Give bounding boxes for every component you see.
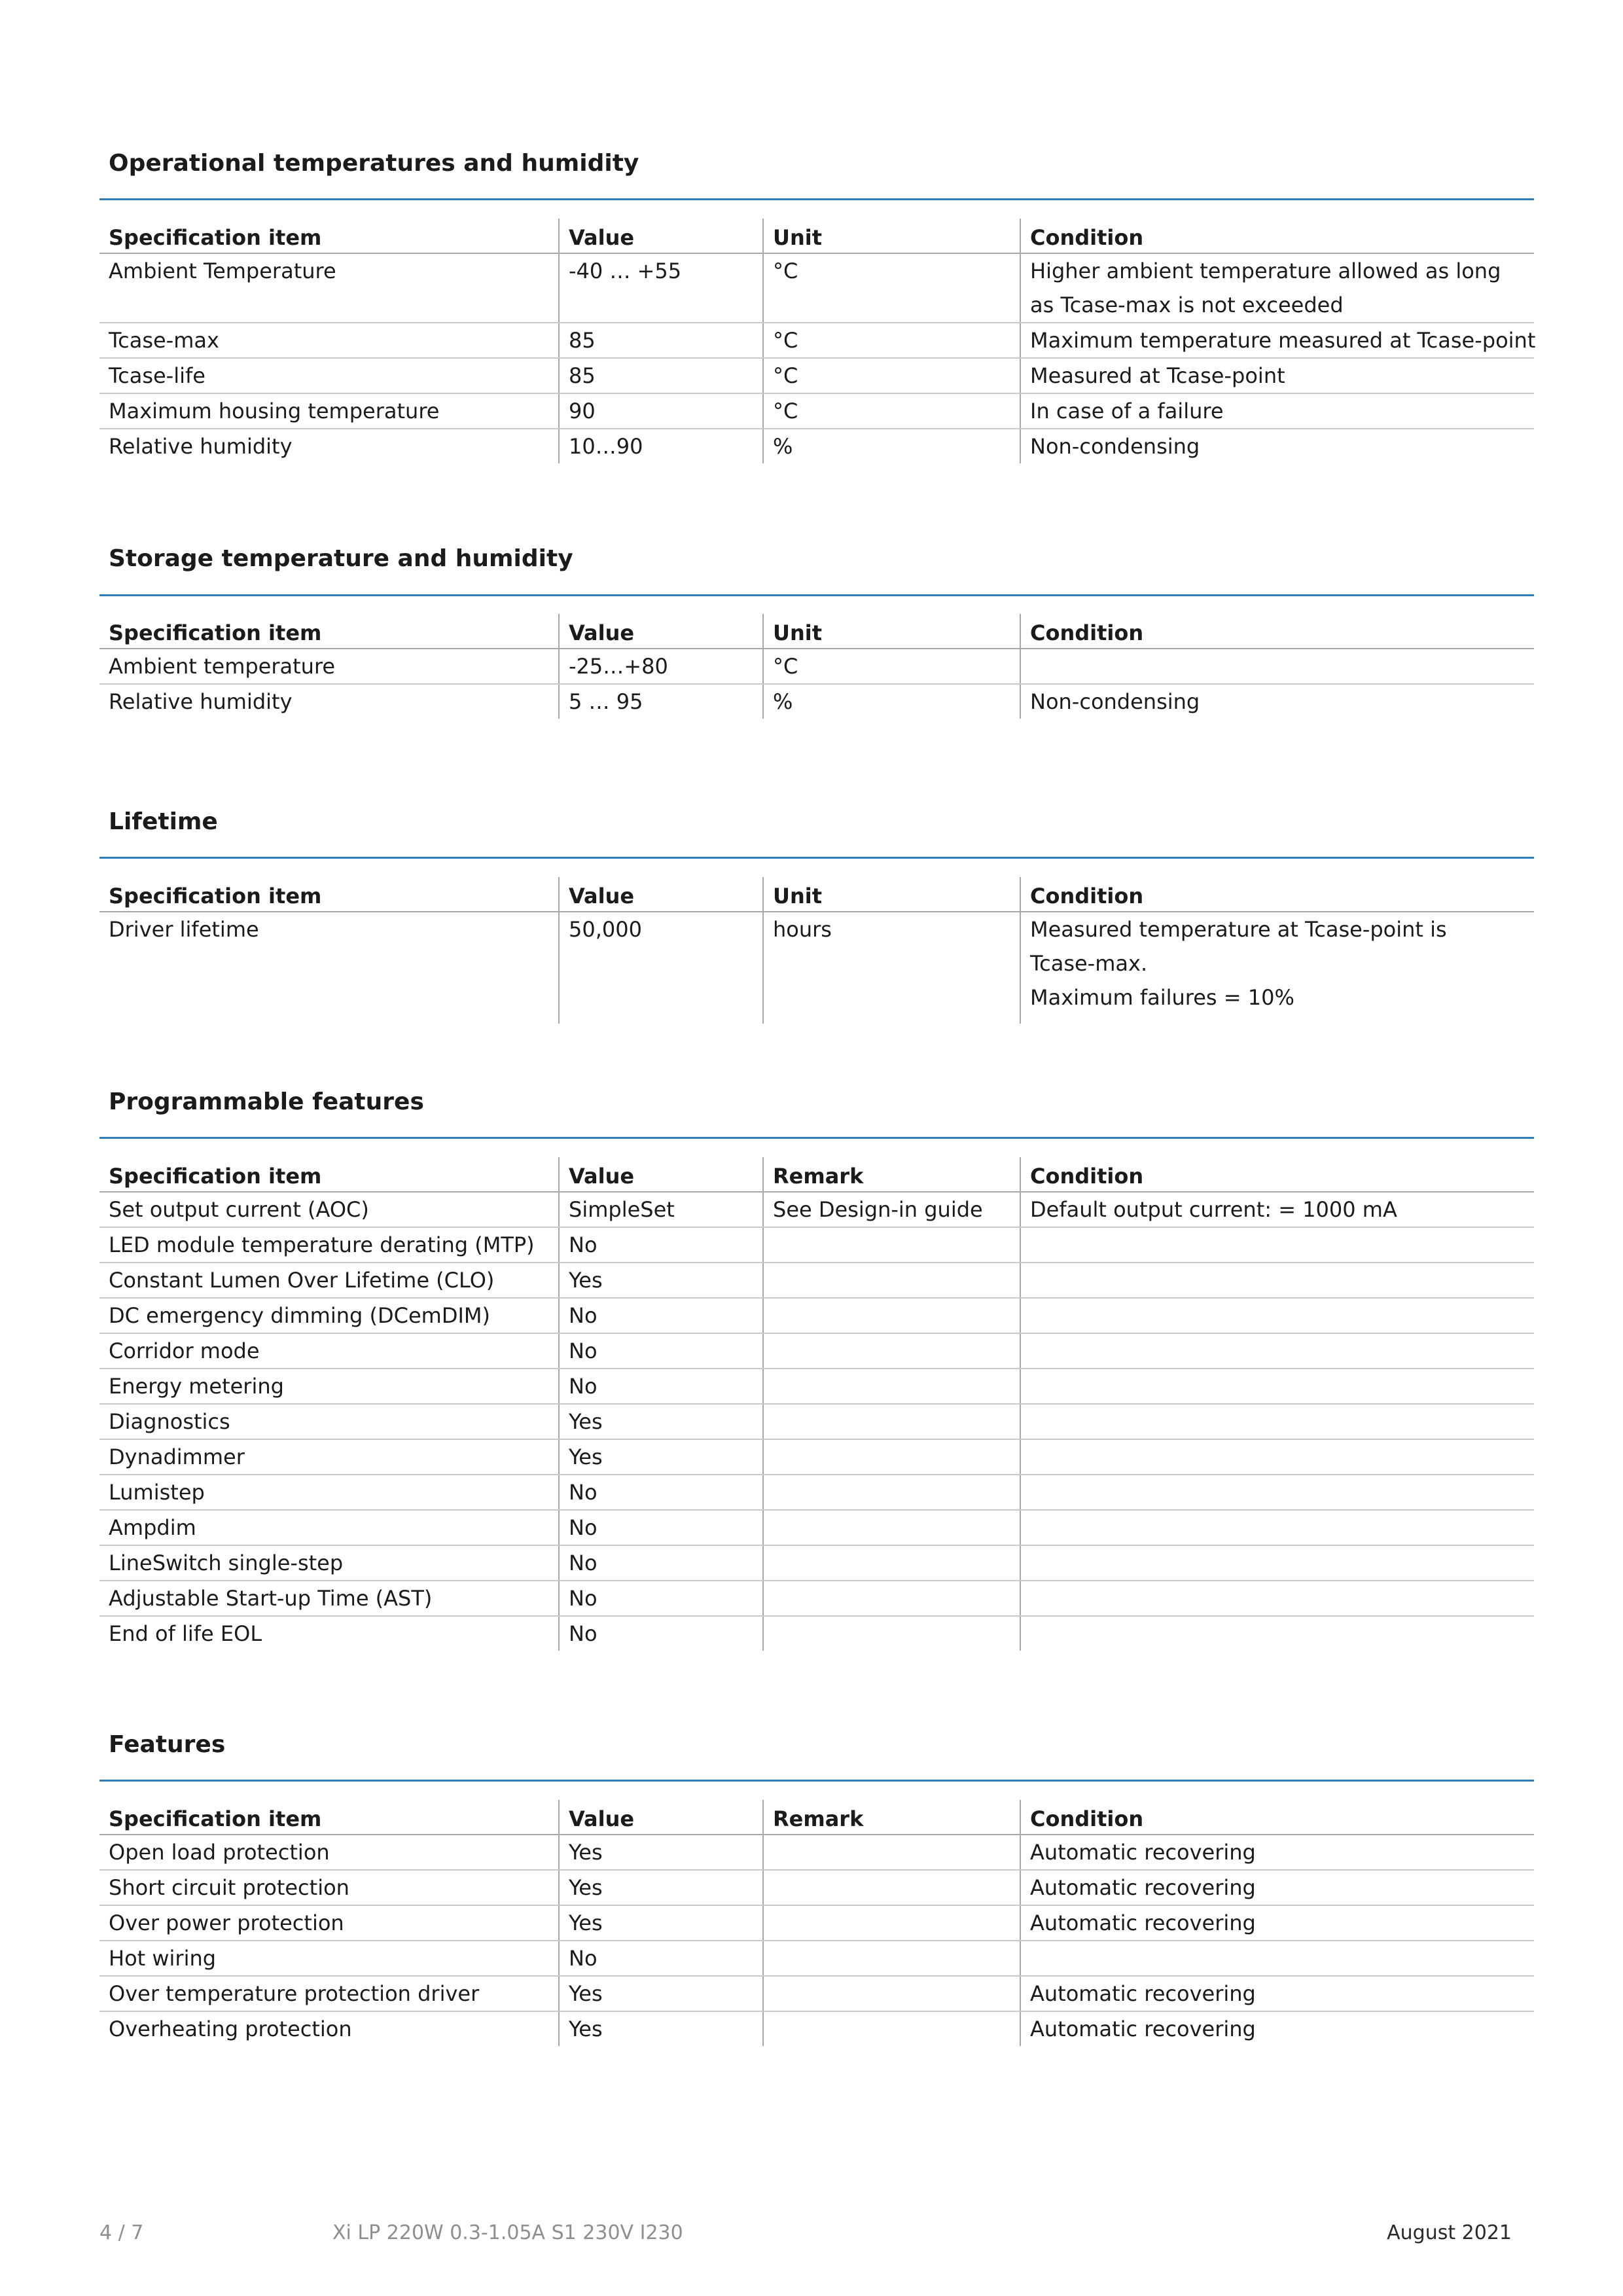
cell-unit: °C bbox=[763, 393, 1020, 429]
cell-value: No bbox=[559, 1545, 763, 1581]
condition-line: as Tcase-max is not exceeded bbox=[1030, 293, 1344, 317]
cell-condition bbox=[1020, 1298, 1534, 1333]
condition-line: Tcase-max. bbox=[1030, 951, 1148, 976]
header-condition: Condition bbox=[1020, 1157, 1534, 1192]
header-spec-item: Specification item bbox=[99, 614, 559, 649]
cell-spec-item: Driver lifetime bbox=[109, 917, 259, 942]
table-row bbox=[99, 1192, 1534, 1227]
cell-value: -40 … +55 bbox=[559, 253, 763, 323]
header-spec-item: Specification item bbox=[99, 1157, 559, 1192]
header-value: Value bbox=[559, 1800, 763, 1835]
cell-value: Yes bbox=[559, 1835, 763, 1870]
table-row bbox=[99, 1545, 1534, 1581]
cell-unit: % bbox=[763, 429, 1020, 463]
section-title: Lifetime bbox=[109, 808, 218, 835]
cell-condition bbox=[1020, 1369, 1534, 1404]
table-row bbox=[99, 1333, 1534, 1369]
section-rule bbox=[99, 1780, 1534, 1782]
cell-spec-item: Adjustable Start-up Time (AST) bbox=[99, 1581, 559, 1616]
cell-value: 10…90 bbox=[559, 429, 763, 463]
cell-condition: Non-condensing bbox=[1020, 684, 1534, 719]
cell-value: 5 … 95 bbox=[559, 684, 763, 719]
section-title: Storage temperature and humidity bbox=[109, 545, 573, 572]
cell-remark bbox=[763, 1263, 1020, 1298]
table-row bbox=[99, 1976, 1534, 2011]
table-header-row bbox=[99, 877, 1534, 912]
cell-value: 85 bbox=[559, 358, 763, 393]
cell-unit: °C bbox=[763, 358, 1020, 393]
table-row bbox=[99, 1616, 1534, 1651]
cell-condition bbox=[1020, 1545, 1534, 1581]
cell-spec-item: Diagnostics bbox=[99, 1404, 559, 1439]
cell-value: Yes bbox=[559, 1905, 763, 1941]
cell-spec-item: End of life EOL bbox=[109, 1621, 262, 1646]
table-row bbox=[99, 684, 1534, 719]
cell-value: No bbox=[559, 1227, 763, 1263]
cell-spec-item: Dynadimmer bbox=[99, 1439, 559, 1475]
cell-value: SimpleSet bbox=[559, 1192, 763, 1227]
cell-remark bbox=[763, 2011, 1020, 2046]
cell-condition bbox=[1020, 1227, 1534, 1263]
cell-value: Yes bbox=[559, 1439, 763, 1475]
cell-condition: Automatic recovering bbox=[1020, 1905, 1534, 1941]
cell-remark bbox=[763, 1404, 1020, 1439]
cell-value: No bbox=[559, 1369, 763, 1404]
header-condition: Condition bbox=[1020, 877, 1534, 912]
cell-spec-item: Overheating protection bbox=[109, 2017, 352, 2041]
section-rule bbox=[99, 1137, 1534, 1139]
table-row bbox=[99, 649, 1534, 684]
cell-unit: °C bbox=[763, 253, 1020, 323]
condition-line: Maximum failures = 10% bbox=[1030, 985, 1294, 1010]
cell-condition bbox=[1020, 1404, 1534, 1439]
cell-spec-item: Open load protection bbox=[99, 1835, 559, 1870]
cell-remark bbox=[763, 1941, 1020, 1976]
header-condition: Condition bbox=[1020, 219, 1534, 253]
table-row bbox=[99, 1369, 1534, 1404]
table-header-row bbox=[99, 1800, 1534, 1835]
cell-remark: See Design-in guide bbox=[763, 1192, 1020, 1227]
header-remark: Remark bbox=[763, 1157, 1020, 1192]
cell-condition bbox=[1020, 1475, 1534, 1510]
cell-spec-item: Tcase-max bbox=[99, 323, 559, 358]
cell-remark bbox=[763, 1581, 1020, 1616]
table-row bbox=[99, 1227, 1534, 1263]
table-row bbox=[99, 1905, 1534, 1941]
table-row bbox=[99, 1941, 1534, 1976]
cell-value: Yes bbox=[559, 1263, 763, 1298]
spec-table-storage bbox=[99, 614, 1534, 719]
cell-condition bbox=[1020, 912, 1534, 1024]
spec-table-features bbox=[99, 1800, 1534, 2046]
cell-spec-item: Short circuit protection bbox=[99, 1870, 559, 1905]
table-row bbox=[99, 1404, 1534, 1439]
cell-spec-item: Relative humidity bbox=[109, 689, 293, 714]
footer-date: August 2021 bbox=[1387, 2221, 1512, 2244]
cell-remark bbox=[763, 1905, 1020, 1941]
cell-value: Yes bbox=[559, 2011, 763, 2046]
table-row bbox=[99, 393, 1534, 429]
cell-value: Yes bbox=[559, 1404, 763, 1439]
cell-condition: In case of a failure bbox=[1020, 393, 1534, 429]
cell-remark bbox=[763, 1369, 1020, 1404]
cell-spec-item: Tcase-life bbox=[99, 358, 559, 393]
table-header-row bbox=[99, 614, 1534, 649]
header-value: Value bbox=[559, 1157, 763, 1192]
header-unit: Unit bbox=[763, 877, 1020, 912]
cell-remark bbox=[763, 1545, 1020, 1581]
footer-product-name: Xi LP 220W 0.3-1.05A S1 230V I230 bbox=[332, 2221, 683, 2244]
cell-remark bbox=[763, 1976, 1020, 2011]
cell-spec-item: Constant Lumen Over Lifetime (CLO) bbox=[99, 1263, 559, 1298]
cell-spec-item: Over temperature protection driver bbox=[99, 1976, 559, 2011]
cell-unit: % bbox=[763, 684, 1020, 719]
cell-condition bbox=[1020, 1263, 1534, 1298]
cell-remark bbox=[763, 1510, 1020, 1545]
cell-spec-item: Ambient temperature bbox=[99, 649, 559, 684]
table-row bbox=[99, 2011, 1534, 2046]
header-unit: Unit bbox=[763, 614, 1020, 649]
cell-condition: Automatic recovering bbox=[1020, 2011, 1534, 2046]
cell-condition: Non-condensing bbox=[1020, 429, 1534, 463]
table-row bbox=[99, 1263, 1534, 1298]
cell-value: Yes bbox=[559, 1976, 763, 2011]
cell-condition: Maximum temperature measured at Tcase-point bbox=[1020, 323, 1534, 358]
cell-spec-item: Set output current (AOC) bbox=[99, 1192, 559, 1227]
cell-value: 50,000 bbox=[559, 912, 763, 1024]
table-row bbox=[99, 429, 1534, 463]
table-row bbox=[99, 1475, 1534, 1510]
header-spec-item: Specification item bbox=[99, 877, 559, 912]
cell-remark bbox=[763, 1298, 1020, 1333]
cell-value: No bbox=[559, 1616, 763, 1651]
section-rule bbox=[99, 857, 1534, 859]
section-title: Programmable features bbox=[109, 1088, 424, 1115]
section-rule bbox=[99, 594, 1534, 596]
cell-spec-item: Ampdim bbox=[99, 1510, 559, 1545]
cell-spec-item: Maximum housing temperature bbox=[99, 393, 559, 429]
section-title: Features bbox=[109, 1731, 226, 1758]
cell-unit: °C bbox=[763, 649, 1020, 684]
table-row bbox=[99, 1298, 1534, 1333]
condition-line: Higher ambient temperature allowed as long bbox=[1030, 259, 1501, 283]
cell-spec-item: Energy metering bbox=[99, 1369, 559, 1404]
condition-line: Measured temperature at Tcase-point is bbox=[1030, 917, 1447, 942]
header-value: Value bbox=[559, 614, 763, 649]
cell-remark bbox=[763, 1616, 1020, 1651]
table-header-row bbox=[99, 1157, 1534, 1192]
cell-spec-item: Hot wiring bbox=[99, 1941, 559, 1976]
table-row bbox=[99, 253, 1534, 323]
cell-spec-item: LineSwitch single-step bbox=[99, 1545, 559, 1581]
header-condition: Condition bbox=[1020, 1800, 1534, 1835]
cell-condition bbox=[1020, 1941, 1534, 1976]
cell-condition bbox=[1020, 253, 1534, 323]
spec-table-lifetime bbox=[99, 877, 1534, 1024]
cell-condition: Measured at Tcase-point bbox=[1020, 358, 1534, 393]
cell-value: Yes bbox=[559, 1870, 763, 1905]
cell-remark bbox=[763, 1870, 1020, 1905]
header-spec-item: Specification item bbox=[99, 1800, 559, 1835]
cell-value: No bbox=[559, 1333, 763, 1369]
header-value: Value bbox=[559, 219, 763, 253]
spec-table-programmable bbox=[99, 1157, 1534, 1651]
header-spec-item: Specification item bbox=[99, 219, 559, 253]
cell-condition: Automatic recovering bbox=[1020, 1835, 1534, 1870]
table-row bbox=[99, 912, 1534, 1024]
cell-remark bbox=[763, 1439, 1020, 1475]
cell-spec-item: DC emergency dimming (DCemDIM) bbox=[99, 1298, 559, 1333]
header-unit: Unit bbox=[763, 219, 1020, 253]
cell-condition bbox=[1020, 1439, 1534, 1475]
cell-value: No bbox=[559, 1475, 763, 1510]
cell-condition bbox=[1020, 1581, 1534, 1616]
cell-condition: Default output current: = 1000 mA bbox=[1020, 1192, 1534, 1227]
cell-value: 90 bbox=[559, 393, 763, 429]
header-remark: Remark bbox=[763, 1800, 1020, 1835]
header-condition: Condition bbox=[1020, 614, 1534, 649]
cell-remark bbox=[763, 1475, 1020, 1510]
table-row bbox=[99, 1581, 1534, 1616]
spec-table-operational bbox=[99, 219, 1534, 463]
cell-condition bbox=[1020, 1333, 1534, 1369]
section-rule bbox=[99, 198, 1534, 200]
section-title: Operational temperatures and humidity bbox=[109, 150, 639, 177]
cell-value: -25…+80 bbox=[559, 649, 763, 684]
cell-condition bbox=[1020, 649, 1534, 684]
cell-spec-item: Ambient Temperature bbox=[99, 253, 559, 323]
cell-condition bbox=[1020, 1616, 1534, 1651]
cell-value: No bbox=[559, 1581, 763, 1616]
cell-value: 85 bbox=[559, 323, 763, 358]
table-row bbox=[99, 1510, 1534, 1545]
table-header-row bbox=[99, 219, 1534, 253]
footer-page-number: 4 / 7 bbox=[99, 2221, 144, 2244]
table-row bbox=[99, 1870, 1534, 1905]
cell-condition bbox=[1020, 1510, 1534, 1545]
table-row bbox=[99, 1835, 1534, 1870]
cell-spec-item: Corridor mode bbox=[99, 1333, 559, 1369]
cell-value: No bbox=[559, 1941, 763, 1976]
table-row bbox=[99, 323, 1534, 358]
cell-value: No bbox=[559, 1510, 763, 1545]
table-row bbox=[99, 1439, 1534, 1475]
cell-unit: °C bbox=[763, 323, 1020, 358]
cell-condition: Automatic recovering bbox=[1020, 1976, 1534, 2011]
cell-spec-item: Relative humidity bbox=[109, 434, 293, 459]
cell-spec-item: Over power protection bbox=[99, 1905, 559, 1941]
cell-remark bbox=[763, 1333, 1020, 1369]
cell-unit: hours bbox=[763, 912, 1020, 1024]
cell-value: No bbox=[559, 1298, 763, 1333]
cell-remark bbox=[763, 1835, 1020, 1870]
table-row bbox=[99, 358, 1534, 393]
cell-remark bbox=[763, 1227, 1020, 1263]
cell-spec-item: Lumistep bbox=[99, 1475, 559, 1510]
cell-condition: Automatic recovering bbox=[1020, 1870, 1534, 1905]
header-value: Value bbox=[559, 877, 763, 912]
cell-spec-item: LED module temperature derating (MTP) bbox=[99, 1227, 559, 1263]
